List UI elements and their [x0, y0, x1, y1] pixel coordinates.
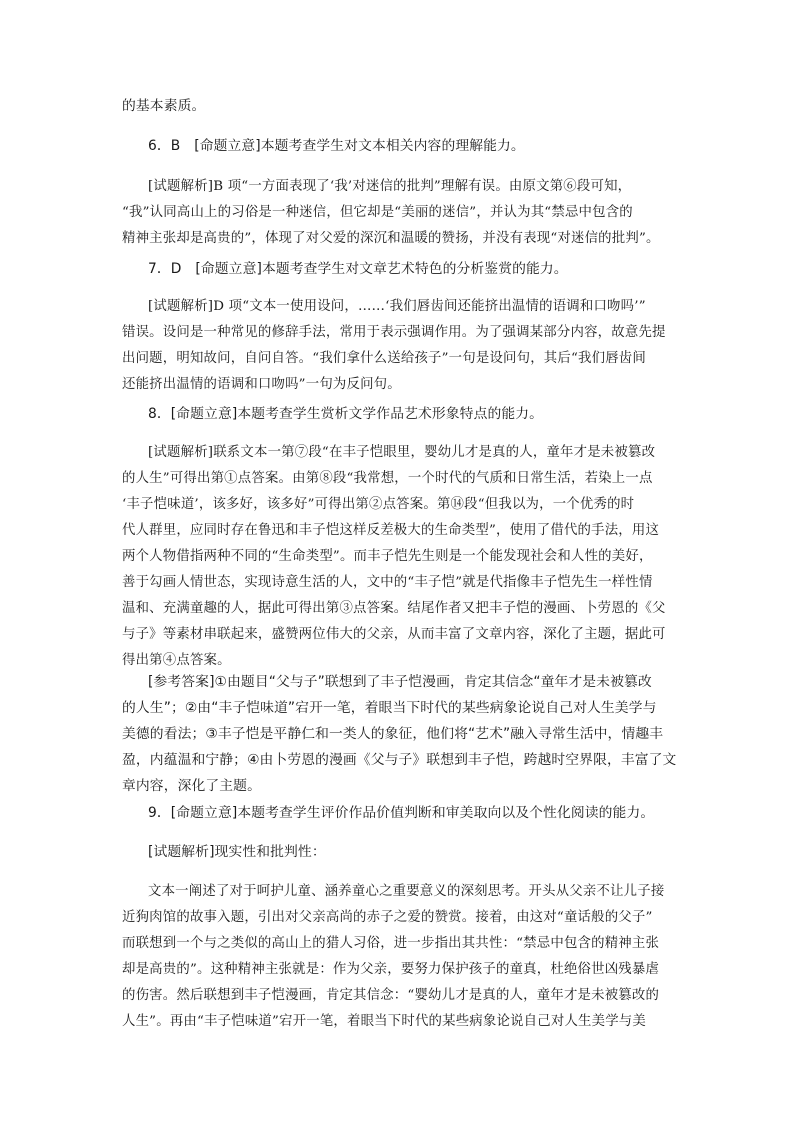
text-line: [试题解析]联系文本一第⑦段“在丰子恺眼里，婴幼儿才是真的人，童年才是未被篡改 [148, 445, 656, 460]
text-line: 得出第④点答案。 [122, 653, 231, 668]
text-line: 还能挤出温情的语调和口吻吗”一句为反问句。 [122, 377, 401, 392]
text-line: “我”认同高山上的习俗是一种迷信，但它却是“美丽的迷信”，并认为其“禁忌中包含的 [122, 205, 633, 220]
text-line: 文本一阐述了对于呵护儿童、涵养童心之重要意义的深刻思考。开头从父亲不让儿子接 [148, 884, 665, 899]
text-line: 的伤害。然后联想到丰子恺漫画，肯定其信念：“婴幼儿才是真的人，童年才是未被篡改的 [122, 988, 660, 1003]
text-line: [参考答案]①由题目“父与子”联想到了丰子恺漫画，肯定其信念“童年才是未被篡改 [148, 674, 652, 690]
text-line: 人生”。再由“丰子恺味道”宕开一笔，着眼当下时代的某些病象论说自己对人生美学与美 [122, 1014, 646, 1029]
text-line: 章内容，深化了主题。 [122, 778, 261, 794]
text-line: 出问题，明知故问，自问自答。“我们拿什么送给孩子”一句是设问句，其后“我们唇齿间 [122, 351, 646, 366]
text-line: 的人生”；②由“丰子恺味道”宕开一笔，着眼当下时代的某些病象论说自己对人生美学与 [122, 700, 657, 716]
text-line: 8．[命题立意]本题考查学生赏析文学作品艺术形象特点的能力。 [148, 406, 544, 422]
text-line: 两个人物借指两种不同的“生命类型”。而丰子恺先生则是一个能发现社会和人性的美好， [122, 549, 653, 564]
text-line: 却是高贵的”。这种精神主张就是：作为父亲，要努力保护孩子的童真，杜绝俗世凶残暴虐 [122, 962, 660, 977]
text-line: 温和、充满童趣的人，据此可得出第③点答案。结尾作者又把丰子恺的漫画、卜劳恩的《父 [122, 601, 666, 616]
text-line: 错误。设问是一种常见的修辞手法，常用于表示强调作用。为了强调某部分内容，故意先提 [122, 325, 666, 340]
text-line: 而联想到一个与之类似的高山上的猎人习俗，进一步指出其共性：“禁忌中包含的精神主张 [122, 936, 660, 951]
text-line: ‘丰子恺味道’，该多好，该多好”可得出第②点答案。第⑭段“但我以为，一个优秀的时 [122, 497, 635, 512]
text-line: 6．B [命题立意]本题考查学生对文本相关内容的理解能力。 [148, 138, 525, 154]
text-line: 与子》等素材串联起来，盛赞两位伟大的父亲，从而丰富了文章内容，深化了主题，据此可 [122, 627, 666, 642]
text-line: [试题解析]D 项“文本一使用设问，……‘我们唇齿间还能挤出温情的语调和口吻吗’” [148, 299, 646, 314]
text-line: 善于勾画人情世态，实现诗意生活的人，文中的“丰子恺”就是代指像丰子恺先生一样性情 [122, 575, 653, 590]
text-line: [试题解析]现实性和批判性： [148, 844, 326, 860]
text-line: 代人群里，应同时存在鲁迅和丰子恺这样反差极大的生命类型”，使用了借代的手法，用这 [122, 523, 660, 538]
text-line: 近狗肉馆的故事入题，引出对父亲高尚的赤子之爱的赞赏。接着，由这对“童话般的父子” [122, 910, 653, 925]
text-line: 盈，内蕴温和宁静；④由卜劳恩的漫画《父与子》联想到丰子恺，跨越时空界限，丰富了文 [122, 752, 677, 768]
text-line: 的基本素质。 [122, 98, 206, 114]
text-line: 9．[命题立意]本题考查学生评价作品价值判断和审美取向以及个性化阅读的能力。 [148, 805, 655, 821]
text-line: 美德的看法；③丰子恺是平静仁和一类人的象征，他们将“艺术”融入寻常生活中，情趣丰 [122, 726, 664, 742]
text-line: 精神主张却是高贵的”，体现了对父爱的深沉和温暖的赞扬，并没有表现“对迷信的批判”。 [122, 231, 660, 246]
text-line: [试题解析]B 项“一方面表现了‘我’对迷信的批判”理解有误。由原文第⑥段可知， [148, 179, 632, 194]
text-line: 的人生”可得出第①点答案。由第⑧段“我常想，一个时代的气质和日常生活，若染上一点 [122, 471, 653, 486]
text-line: 7．D [命题立意]本题考查学生对文章艺术特色的分析鉴赏的能力。 [148, 261, 568, 277]
